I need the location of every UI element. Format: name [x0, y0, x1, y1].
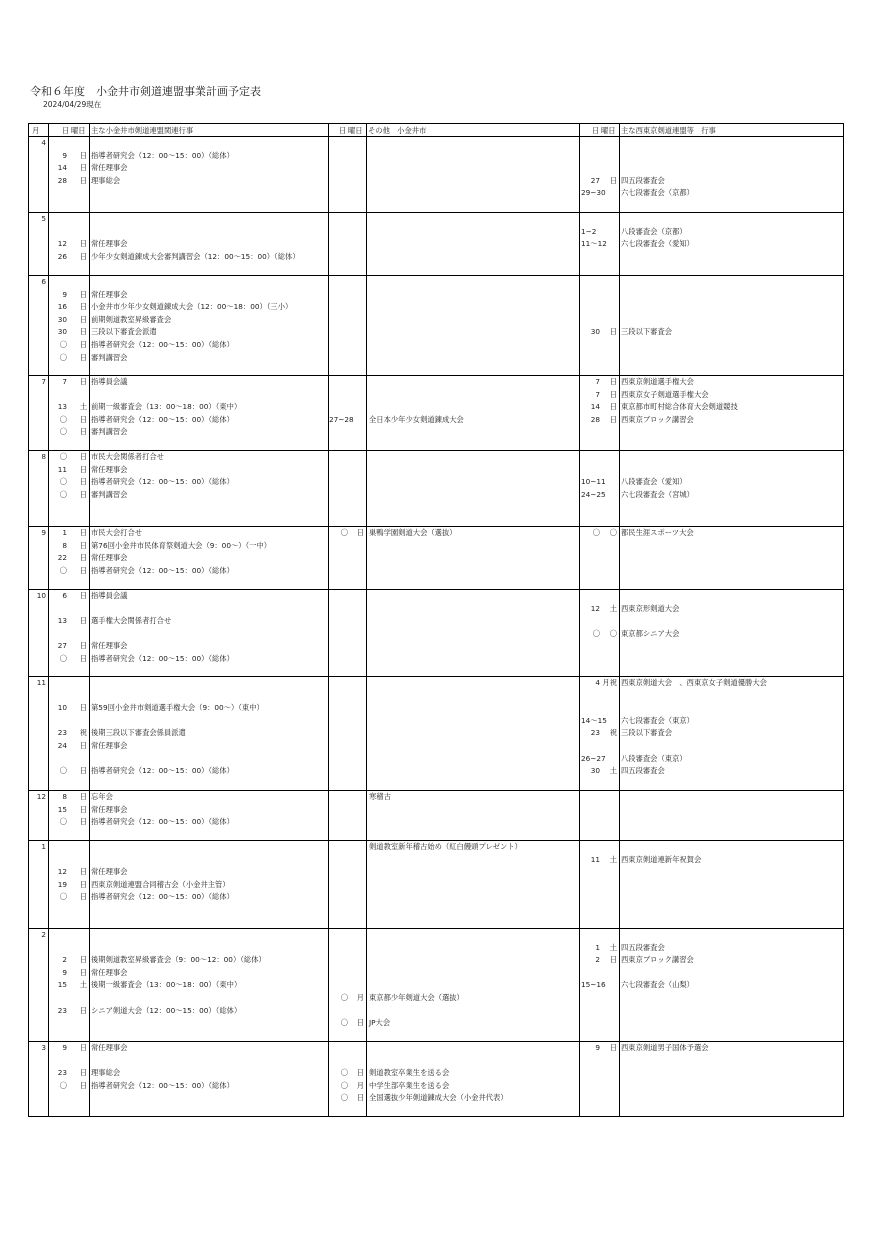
main-event-day: 12 — [57, 867, 67, 877]
month-label: 9 — [41, 528, 46, 537]
month-label: 12 — [36, 792, 46, 801]
month-label: 2 — [41, 930, 46, 939]
other-event-text: 中学生部卒業生を送る会 — [369, 1080, 450, 1090]
main-event-day: 26 — [57, 251, 67, 261]
other-event-weekday: 日 — [356, 1093, 364, 1103]
west-event-day: 〇 — [592, 628, 600, 638]
main-event-weekday: 日 — [79, 175, 87, 185]
west-event-weekday: 土 — [609, 766, 617, 776]
main-event-weekday: 日 — [79, 377, 87, 386]
west-event-text: 東京都市町村総合体育大会剣道競技 — [621, 402, 738, 412]
west-event-day: 〇 — [592, 528, 600, 537]
main-event-day: 〇 — [59, 654, 67, 663]
main-event-weekday: 日 — [79, 289, 87, 299]
main-event-day: 24 — [57, 741, 67, 750]
main-event-day: 〇 — [59, 766, 67, 776]
west-event-text: 三段以下審査会 — [621, 728, 673, 738]
other-event-text: 剣道教室新年稽古始め（紅白饅頭プレゼント） — [369, 842, 522, 851]
west-event-text: 西東京ブロック講習会 — [621, 955, 694, 965]
main-event-weekday: 日 — [79, 163, 87, 173]
main-event-day: 23 — [57, 728, 67, 738]
main-event-weekday: 日 — [79, 553, 87, 563]
other-event-day: 〇 — [340, 528, 348, 537]
main-event-weekday: 日 — [79, 654, 87, 663]
other-event-text: JP大会 — [369, 1018, 391, 1028]
west-event-text: 都民生涯スポーツ大会 — [621, 528, 694, 537]
west-event-weekday: 日 — [609, 327, 617, 337]
other-event-weekday: 月 — [356, 993, 364, 1002]
main-event-day: 〇 — [59, 892, 67, 902]
main-event-day: 6 — [62, 591, 67, 600]
other-event-weekday: 日 — [356, 528, 364, 537]
west-event-weekday: 日 — [609, 955, 617, 965]
west-event-day: 7 — [595, 377, 600, 386]
main-event-text: 前期剣道教室昇級審査会 — [91, 314, 172, 324]
west-event-day: 7 — [595, 389, 600, 399]
main-event-text: 指導者研究会（12：00〜15：00）（総体） — [91, 565, 234, 575]
main-event-day: 8 — [62, 540, 67, 550]
west-event-day: 9 — [595, 1043, 600, 1052]
west-event-day: 26~27 — [581, 753, 606, 763]
row-divider — [29, 275, 843, 276]
main-event-weekday: 日 — [79, 879, 87, 889]
row-divider — [29, 790, 843, 791]
month-label: 1 — [41, 842, 46, 851]
other-event-text: 巣鴨学園剣道大会（選抜） — [369, 528, 457, 537]
west-event-text: 八段審査会（東京） — [621, 753, 687, 763]
column-divider — [89, 124, 90, 1116]
west-event-day: 1~2 — [581, 226, 597, 236]
main-event-weekday: 日 — [79, 766, 87, 776]
main-event-text: 指導者研究会（12：00〜15：00）（総体） — [91, 477, 234, 487]
month-label: 4 — [41, 138, 46, 147]
west-event-text: 八段審査会（京都） — [621, 226, 687, 236]
west-event-day: 1 — [595, 942, 600, 952]
west-event-day: 14 — [590, 402, 600, 412]
main-event-weekday: 日 — [79, 955, 87, 965]
main-event-weekday: 日 — [79, 817, 87, 827]
main-event-text: 常任理事会 — [91, 641, 128, 651]
west-event-text: 三段以下審査会 — [621, 327, 673, 337]
main-event-weekday: 日 — [79, 352, 87, 362]
header-weekday-west: 曜日 — [601, 126, 616, 135]
main-event-weekday: 日 — [79, 616, 87, 626]
main-event-day: 23 — [57, 1005, 67, 1015]
main-event-day: 〇 — [59, 489, 67, 499]
row-divider — [29, 589, 843, 590]
header-day-west: 日 — [592, 126, 600, 135]
header-month: 月 — [32, 126, 40, 135]
main-event-day: 16 — [57, 302, 67, 312]
main-event-text: 常任理事会 — [91, 289, 128, 299]
main-event-weekday: 日 — [79, 452, 87, 461]
row-divider — [29, 676, 843, 677]
main-event-weekday: 日 — [79, 150, 87, 160]
main-event-day: 9 — [62, 967, 67, 977]
main-event-text: 審判講習会 — [91, 427, 128, 437]
schedule-table — [28, 123, 844, 1117]
main-event-text: 指導者研究会（12：00〜15：00）（総体） — [91, 414, 234, 424]
main-event-weekday: 日 — [79, 540, 87, 550]
west-event-weekday: 〇 — [609, 528, 617, 537]
main-event-text: 指導員会議 — [91, 591, 128, 600]
other-event-weekday: 日 — [356, 1068, 364, 1078]
header-day: 日 — [62, 126, 70, 135]
main-event-text: 指導者研究会（12：00〜15：00）（総体） — [91, 340, 234, 349]
main-event-day: 15 — [57, 804, 67, 814]
header-day-other: 日 — [339, 126, 347, 135]
main-event-day: 11 — [57, 464, 67, 474]
west-event-weekday: 日 — [609, 1043, 617, 1052]
header-west-events: 主な西東京剣道連盟等 行事 — [621, 126, 716, 135]
row-divider — [29, 1041, 843, 1042]
main-event-day: 2 — [62, 955, 67, 965]
row-divider — [29, 928, 843, 929]
main-event-text: シニア剣道大会（12：00〜15：00）（総体） — [91, 1005, 242, 1015]
main-event-day: 〇 — [59, 352, 67, 362]
west-event-text: 西東京剣道男子国体予選会 — [621, 1043, 709, 1052]
main-event-weekday: 日 — [79, 414, 87, 424]
west-event-day: 28 — [590, 414, 600, 424]
main-event-text: 審判講習会 — [91, 352, 128, 362]
main-event-text: 後期一級審査会（13：00〜18：00）（東中） — [91, 980, 242, 990]
main-event-text: 指導者研究会（12：00〜15：00）（総体） — [91, 817, 234, 827]
main-event-text: 常任理事会 — [91, 804, 128, 814]
main-event-text: 小金井市少年少女剣道錬成大会（12：00〜18：00）（三小） — [91, 302, 293, 312]
west-event-weekday: 月祝 — [602, 678, 617, 687]
main-event-weekday: 日 — [79, 1080, 87, 1090]
main-event-day: 13 — [57, 616, 67, 626]
west-event-weekday: 土 — [609, 854, 617, 864]
column-divider — [328, 124, 329, 1116]
other-event-weekday: 月 — [356, 1080, 364, 1090]
main-event-text: 理事総会 — [91, 1068, 121, 1078]
main-event-text: 常任理事会 — [91, 239, 128, 249]
other-event-weekday: 日 — [356, 1018, 364, 1028]
main-event-text: 第59回小金井市剣道選手権大会（9：00〜）（東中） — [91, 703, 264, 713]
row-divider — [29, 840, 843, 841]
west-event-text: 西東京剣道連新年祝賀会 — [621, 854, 702, 864]
main-event-day: 〇 — [59, 414, 67, 424]
main-event-day: 23 — [57, 1068, 67, 1078]
west-event-text: 西東京剣道選手権大会 — [621, 377, 694, 386]
west-event-day: 11 — [590, 854, 600, 864]
west-event-weekday: 〇 — [609, 628, 617, 638]
row-divider — [29, 136, 843, 137]
main-event-weekday: 日 — [79, 591, 87, 600]
main-event-text: 常任理事会 — [91, 464, 128, 474]
west-event-text: 東京都シニア大会 — [621, 628, 680, 638]
column-divider — [579, 124, 580, 1116]
west-event-text: 西東京女子剣道選手権大会 — [621, 389, 709, 399]
main-event-day: 〇 — [59, 340, 67, 349]
main-event-day: 12 — [57, 239, 67, 249]
other-event-day: 〇 — [340, 1068, 348, 1078]
west-event-day: 29~30 — [581, 188, 606, 198]
document-title: 令和６年度 小金井市剣道連盟事業計画予定表 — [30, 85, 261, 98]
main-event-day: 19 — [57, 879, 67, 889]
main-event-text: 常任理事会 — [91, 741, 128, 750]
west-event-weekday: 日 — [609, 377, 617, 386]
main-event-text: 市民大会関係者打合せ — [91, 452, 164, 461]
west-event-text: 西東京ブロック講習会 — [621, 414, 694, 424]
main-event-text: 第76回小金井市民体育祭剣道大会（9：00〜）（一中） — [91, 540, 272, 550]
west-event-text: 西東京剣道大会 、西東京女子剣道優勝大会 — [621, 678, 767, 687]
main-event-weekday: 日 — [79, 1005, 87, 1015]
main-event-text: 理事総会 — [91, 175, 121, 185]
main-event-text: 審判講習会 — [91, 489, 128, 499]
month-label: 3 — [41, 1043, 46, 1052]
month-label: 8 — [41, 452, 46, 461]
main-event-weekday: 日 — [79, 327, 87, 337]
west-event-day: 23 — [590, 728, 600, 738]
main-event-weekday: 土 — [79, 402, 87, 412]
main-event-day: 22 — [57, 553, 67, 563]
header-weekday-other: 曜日 — [348, 126, 363, 135]
header-other-events: その他 小金井市 — [368, 126, 427, 135]
west-event-day: 27 — [590, 175, 600, 185]
main-event-weekday: 日 — [79, 340, 87, 349]
main-event-day: 〇 — [59, 427, 67, 437]
main-event-text: 市民大会打合せ — [91, 528, 143, 537]
main-event-day: 〇 — [59, 817, 67, 827]
main-event-text: 指導員会議 — [91, 377, 128, 386]
west-event-text: 四五段審査会 — [621, 175, 665, 185]
main-event-day: 28 — [57, 175, 67, 185]
row-divider — [29, 375, 843, 376]
main-event-day: 14 — [57, 163, 67, 173]
column-divider — [366, 124, 367, 1116]
main-event-day: 〇 — [59, 565, 67, 575]
west-event-weekday: 日 — [609, 389, 617, 399]
main-event-day: 9 — [62, 150, 67, 160]
main-event-day: 8 — [62, 792, 67, 801]
main-event-day: 27 — [57, 641, 67, 651]
row-divider — [29, 212, 843, 213]
main-event-text: 選手権大会関係者打合せ — [91, 616, 172, 626]
other-event-text: 東京都少年剣道大会（選抜） — [369, 993, 464, 1002]
main-event-weekday: 日 — [79, 892, 87, 902]
west-event-text: 六七段審査会（東京） — [621, 715, 694, 725]
main-event-text: 少年少女剣道錬成大会審判講習会（12：00〜15：00）（総体） — [91, 251, 300, 261]
west-event-text: 西東京形剣道大会 — [621, 603, 680, 613]
main-event-weekday: 日 — [79, 1043, 87, 1052]
main-event-weekday: 土 — [79, 980, 87, 990]
main-event-weekday: 日 — [79, 302, 87, 312]
main-event-text: 指導者研究会（12：00〜15：00）（総体） — [91, 892, 234, 902]
main-event-text: 常任理事会 — [91, 1043, 128, 1052]
main-event-day: 30 — [57, 327, 67, 337]
main-event-weekday: 日 — [79, 239, 87, 249]
other-event-text: 全日本少年少女剣道錬成大会 — [369, 414, 464, 424]
main-event-day: 9 — [62, 1043, 67, 1052]
main-event-text: 指導者研究会（12：00〜15：00）（総体） — [91, 654, 234, 663]
main-event-text: 指導者研究会（12：00〜15：00）（総体） — [91, 766, 234, 776]
main-event-text: 前期一級審査会（13：00〜18：00）（東中） — [91, 402, 242, 412]
header-main-events: 主な小金井市剣道連盟関連行事 — [91, 126, 194, 135]
main-event-weekday: 日 — [79, 867, 87, 877]
month-label: 7 — [41, 377, 46, 386]
main-event-day: 〇 — [59, 1080, 67, 1090]
main-event-weekday: 日 — [79, 477, 87, 487]
main-event-day: 〇 — [59, 477, 67, 487]
month-label: 5 — [41, 214, 46, 223]
month-label: 11 — [36, 678, 46, 687]
other-event-day: 〇 — [340, 1080, 348, 1090]
main-event-weekday: 日 — [79, 528, 87, 537]
column-divider — [619, 124, 620, 1116]
row-divider — [29, 526, 843, 527]
header-weekday: 曜日 — [71, 126, 86, 135]
main-event-weekday: 日 — [79, 251, 87, 261]
main-event-text: 指導者研究会（12：00〜15：00）（総体） — [91, 150, 234, 160]
west-event-day: 30 — [590, 766, 600, 776]
main-event-text: 指導者研究会（12：00〜15：00）（総体） — [91, 1080, 234, 1090]
west-event-text: 六七段審査会（愛知） — [621, 239, 694, 249]
west-event-text: 六七段審査会（山梨） — [621, 980, 694, 990]
west-event-day: 24~25 — [581, 489, 606, 499]
main-event-day: 30 — [57, 314, 67, 324]
main-event-day: 9 — [62, 289, 67, 299]
main-event-text: 常任理事会 — [91, 163, 128, 173]
west-event-weekday: 日 — [609, 402, 617, 412]
main-event-text: 常任理事会 — [91, 867, 128, 877]
other-event-text: 全国選抜少年剣道錬成大会（小金井代表） — [369, 1093, 508, 1103]
main-event-day: 15 — [57, 980, 67, 990]
as-of-date: 2024/04/29現在 — [43, 100, 102, 109]
main-event-text: 西東京剣道連盟合同稽古会（小金井主管） — [91, 879, 230, 889]
west-event-day: 15~16 — [581, 980, 606, 990]
west-event-day: 4 — [595, 678, 600, 687]
west-event-text: 六七段審査会（京都） — [621, 188, 694, 198]
main-event-weekday: 日 — [79, 565, 87, 575]
main-event-day: 13 — [57, 402, 67, 412]
west-event-day: 30 — [590, 327, 600, 337]
other-event-text: 寒稽古 — [369, 792, 391, 801]
main-event-weekday: 祝 — [79, 728, 87, 738]
west-event-text: 八段審査会（愛知） — [621, 477, 687, 487]
west-event-day: 14〜15 — [581, 715, 607, 725]
main-event-weekday: 日 — [79, 489, 87, 499]
main-event-text: 常任理事会 — [91, 967, 128, 977]
main-event-text: 常任理事会 — [91, 553, 128, 563]
month-label: 6 — [41, 277, 46, 286]
main-event-weekday: 日 — [79, 314, 87, 324]
west-event-text: 六七段審査会（宮城） — [621, 489, 694, 499]
west-event-weekday: 日 — [609, 414, 617, 424]
main-event-text: 後期三段以下審査会係員派遣 — [91, 728, 186, 738]
main-event-weekday: 日 — [79, 804, 87, 814]
row-divider — [29, 450, 843, 451]
west-event-day: 11〜12 — [581, 239, 607, 249]
main-event-text: 後期剣道教室昇級審査会（9：00〜12：00）（総体） — [91, 955, 266, 965]
main-event-weekday: 日 — [79, 967, 87, 977]
main-event-text: 三段以下審査会派遣 — [91, 327, 157, 337]
main-event-day: 10 — [57, 703, 67, 713]
month-label: 10 — [36, 591, 46, 600]
other-event-day: 〇 — [340, 1093, 348, 1103]
main-event-day: 〇 — [59, 452, 67, 461]
west-event-text: 四五段審査会 — [621, 942, 665, 952]
west-event-weekday: 日 — [609, 175, 617, 185]
west-event-day: 2 — [595, 955, 600, 965]
other-event-day: 27~28 — [329, 414, 354, 424]
west-event-day: 12 — [590, 603, 600, 613]
west-event-weekday: 土 — [609, 942, 617, 952]
main-event-weekday: 日 — [79, 464, 87, 474]
other-event-day: 〇 — [340, 993, 348, 1002]
west-event-weekday: 祝 — [609, 728, 617, 738]
main-event-weekday: 日 — [79, 703, 87, 713]
west-event-weekday: 土 — [609, 603, 617, 613]
other-event-day: 〇 — [340, 1018, 348, 1028]
main-event-day: 1 — [62, 528, 67, 537]
main-event-weekday: 日 — [79, 427, 87, 437]
west-event-text: 四五段審査会 — [621, 766, 665, 776]
main-event-weekday: 日 — [79, 792, 87, 801]
main-event-weekday: 日 — [79, 1068, 87, 1078]
other-event-text: 剣道教室卒業生を送る会 — [369, 1068, 450, 1078]
main-event-weekday: 日 — [79, 641, 87, 651]
west-event-day: 10~11 — [581, 477, 606, 487]
main-event-day: 7 — [62, 377, 67, 386]
main-event-text: 忘年会 — [91, 792, 113, 801]
main-event-weekday: 日 — [79, 741, 87, 750]
